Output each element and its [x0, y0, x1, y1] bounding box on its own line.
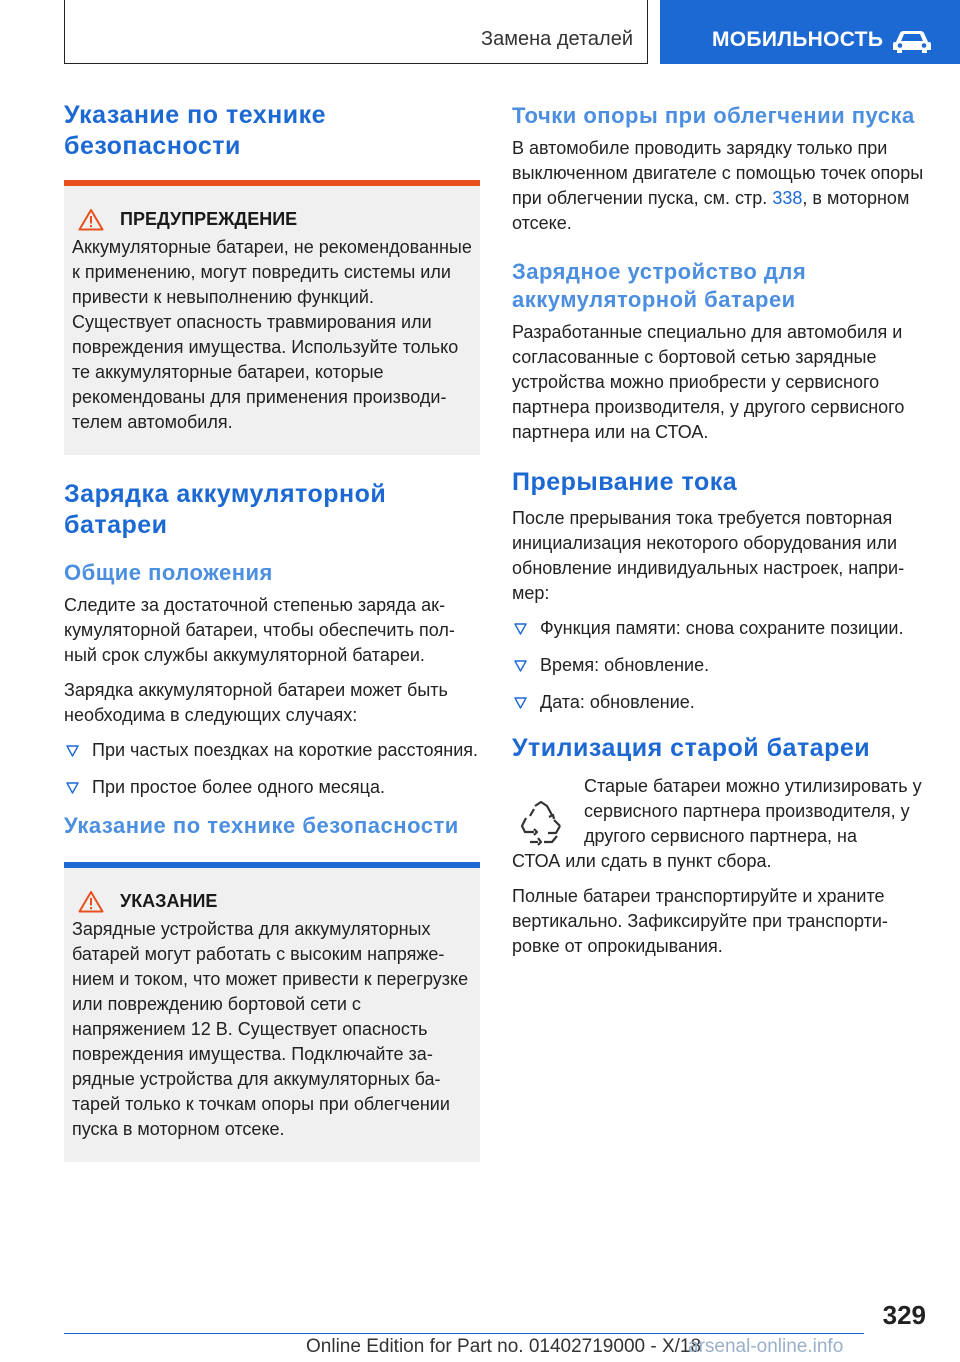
charger-heading: Зарядное устройство для аккумуляторной батареи — [512, 259, 807, 312]
jump-start-heading: Точки опоры при облегчении пуска — [512, 103, 915, 128]
notice-text: Зарядные устройства для аккумуляторных батарей могут работать с высоким напряжением и током, что может привести к перегрузке или повреждению бортовой сети с напряжением 12 В. Существует опасность повреждения имущества. Подключайте зарядные устройства для аккумуляторных батарей только к точкам опоры при облегчении пуска в моторном отсеке. — [72, 919, 469, 1139]
footer-edition: Online Edition for Part no. 01402719000 - X/18 — [306, 1336, 702, 1357]
list-item — [512, 653, 928, 678]
safety2-heading: Указание по технике безопасности — [64, 813, 459, 838]
list-item — [512, 690, 928, 715]
disposal-heading: Утилизация старой батареи — [512, 734, 871, 762]
charging-heading: Зарядка аккумуляторной батареи — [64, 480, 387, 539]
header-tab-label: МОБИЛЬНОСТЬ — [712, 28, 884, 51]
notice-title — [72, 890, 472, 913]
list-item-text: Функция памяти: снова сохраните позиции. — [540, 618, 904, 638]
warning-triangle-icon — [78, 208, 104, 231]
disposal-recycle-row — [512, 774, 928, 849]
bullet-triangle-icon — [514, 697, 527, 709]
jump-text-after: , в моторном отсеке. — [512, 188, 910, 233]
notice-box — [64, 862, 480, 1162]
notice-label: УКАЗАНИЕ — [120, 891, 218, 911]
warning-label: ПРЕДУПРЕЖДЕНИЕ — [120, 209, 298, 229]
notice-triangle-icon — [78, 890, 104, 913]
warning-text: Аккумуляторные батареи, не рекомендованные к применению, могут повредить системы или привести к невыполнению функций. Существует опасность травмирования или повреждения имущества. Используйте только те аккумуляторные батареи, которые рекомендованы для применения производителем автомобиля. — [72, 237, 472, 432]
recycle-icon — [516, 798, 566, 848]
general-paragraph-2: Зарядка аккумуляторной батареи может быть необходима в следующих случаях: — [64, 680, 448, 725]
general-paragraph-1: Следите за достаточной степенью заряда аккумуляторной батареи, чтобы обеспечить полный срок службы аккумуляторной батареи. — [64, 595, 455, 665]
left-column — [64, 100, 480, 1186]
watermark: arsenal-online.info — [688, 1336, 844, 1357]
disposal-side-text: Старые батареи можно утилизировать у сервисного партнера производителя, у другого сервисного партнера, на — [584, 776, 922, 846]
cases-list — [64, 738, 480, 800]
header-tab-mobility[interactable] — [660, 0, 960, 64]
bullet-triangle-icon — [514, 623, 527, 635]
list-item-text: При простое более одного месяца. — [92, 777, 385, 797]
page-number: 329 — [882, 1300, 926, 1330]
bullet-triangle-icon — [66, 782, 79, 794]
list-item-text: При частых поездках на короткие расстояния. — [92, 740, 479, 760]
list-item-text: Время: обновление. — [540, 655, 710, 675]
charger-paragraph: Разработанные специально для автомобиля и согласованные с бортовой сетью зарядные устройства можно приобрести у сервисного партнера производителя, у другого сервисного партнера или на СТОА. — [512, 322, 905, 442]
footer-rule — [64, 1333, 864, 1334]
right-column — [512, 100, 928, 969]
jump-text-before: В автомобиле проводить зарядку только при выключенном двигателе с помощью точек опоры при облегчении пуска, см. стр. — [512, 138, 924, 208]
list-item-text: Дата: обновление. — [540, 692, 695, 712]
list-item — [64, 775, 480, 800]
safety-heading: Указание по технике безопасности — [64, 101, 327, 160]
bullet-triangle-icon — [514, 660, 527, 672]
interrupt-paragraph: После прерывания тока требуется повторная инициализация некоторого оборудования или обновление индивидуальных настроек, например: — [512, 508, 905, 603]
bullet-triangle-icon — [66, 745, 79, 757]
interrupt-heading: Прерывание тока — [512, 468, 738, 496]
interrupt-list — [512, 616, 928, 715]
header-section-box — [64, 0, 648, 64]
list-item — [64, 738, 480, 763]
jump-start-paragraph — [512, 136, 928, 236]
disposal-paragraph-2: Полные батареи транспортируйте и храните вертикально. Зафиксируйте при транспортировке от опрокидывания. — [512, 886, 888, 956]
general-heading: Общие положения — [64, 560, 273, 585]
car-icon — [892, 28, 932, 54]
warning-title — [72, 208, 472, 231]
list-item — [512, 616, 928, 641]
page-link-338[interactable]: 338 — [772, 188, 803, 208]
warning-box — [64, 180, 480, 455]
disposal-tail-text: СТОА или сдать в пункт сбора. — [512, 851, 772, 871]
header-section-title: Замена деталей — [481, 28, 633, 50]
